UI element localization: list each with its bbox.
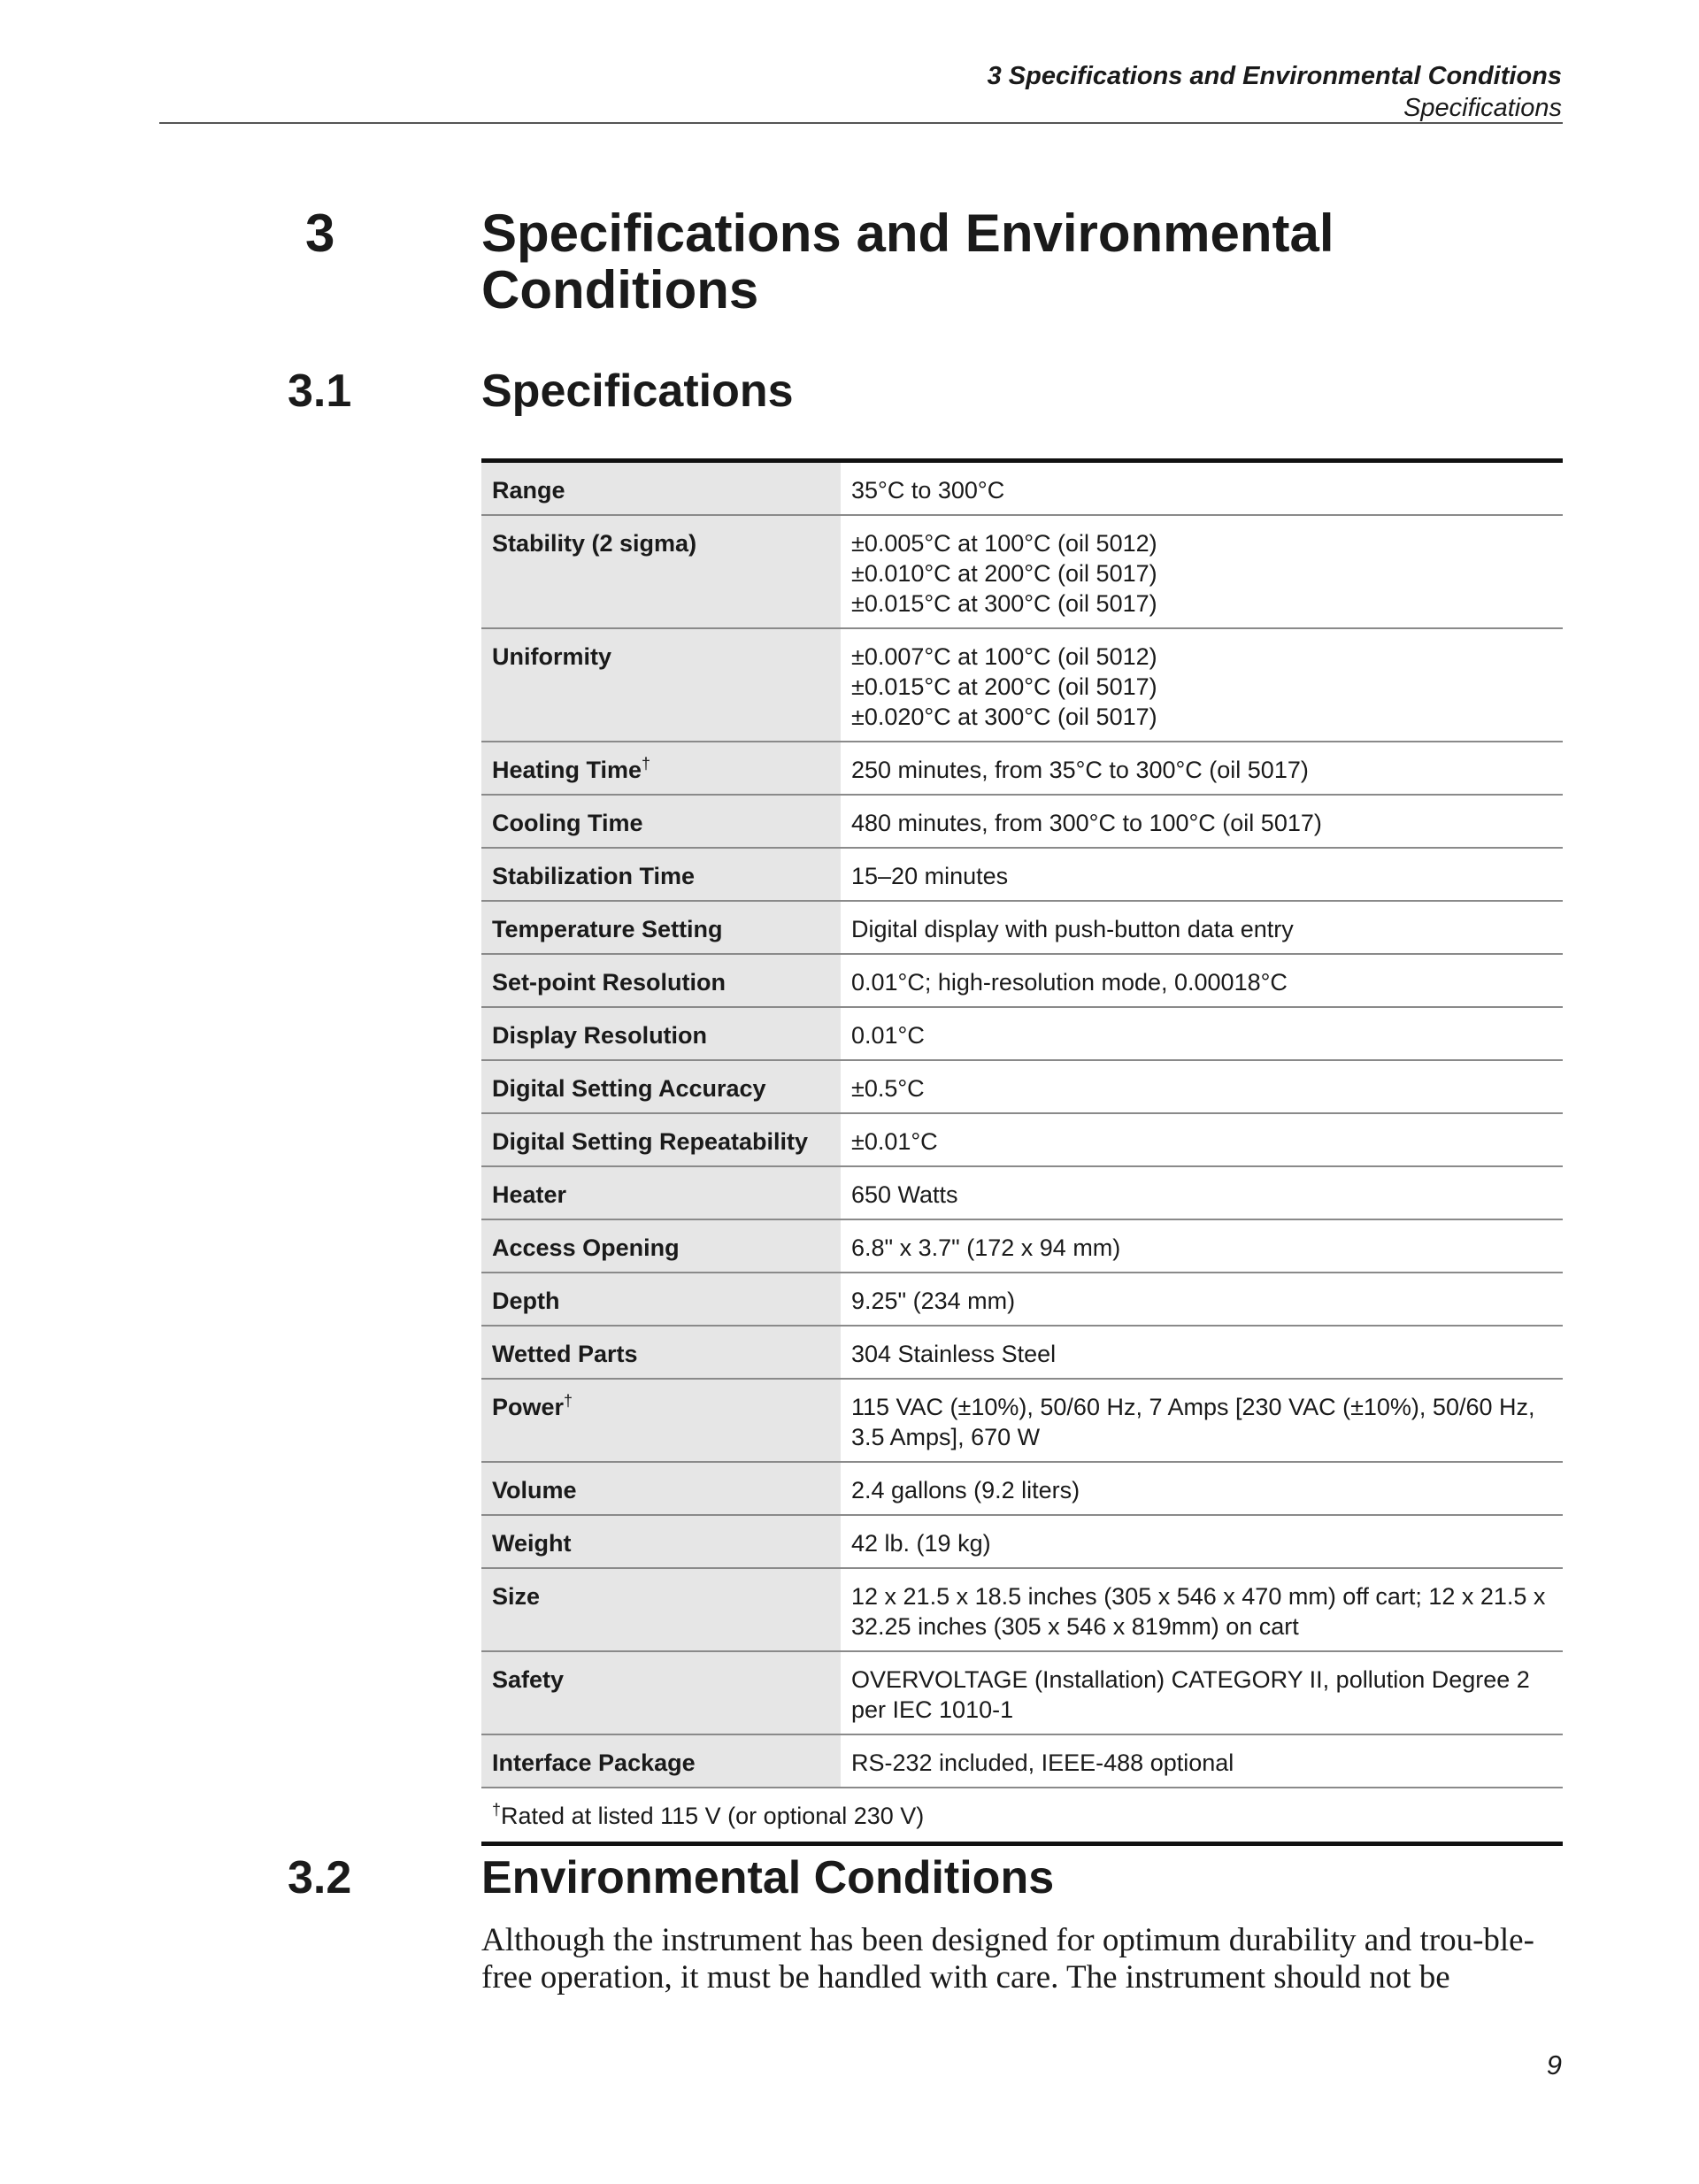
spec-value: Digital display with push-button data entry bbox=[851, 916, 1294, 942]
section-title-3-2: Environmental Conditions bbox=[481, 1852, 1055, 1903]
spec-label-cell bbox=[481, 1219, 841, 1273]
spec-value-cell bbox=[841, 901, 1563, 954]
spec-value-cell bbox=[841, 1166, 1563, 1219]
spec-label-cell bbox=[481, 1734, 841, 1788]
table-footnote bbox=[481, 1788, 1563, 1844]
spec-label: Access Opening bbox=[492, 1234, 680, 1261]
spec-value-cell bbox=[841, 515, 1563, 628]
footnote-text: Rated at listed 115 V (or optional 230 V) bbox=[501, 1803, 925, 1829]
table-row bbox=[481, 1060, 1563, 1113]
spec-value: 0.01°C; high-resolution mode, 0.00018°C bbox=[851, 969, 1288, 996]
spec-value: 12 x 21.5 x 18.5 inches (305 x 546 x 470 mm) off cart; 12 x 21.5 x 32.25 inches (305 x 546 x 819mm) on cart bbox=[851, 1583, 1546, 1640]
spec-label: Size bbox=[492, 1583, 541, 1610]
spec-label: Set-point Resolution bbox=[492, 969, 726, 996]
footnote-mark: † bbox=[564, 1392, 573, 1410]
spec-value-cell bbox=[841, 742, 1563, 795]
footnote-mark: † bbox=[492, 1801, 502, 1819]
spec-label-cell bbox=[481, 795, 841, 848]
spec-label-cell bbox=[481, 1060, 841, 1113]
spec-value-cell bbox=[841, 628, 1563, 742]
table-row bbox=[481, 1113, 1563, 1166]
table-row bbox=[481, 901, 1563, 954]
table-row bbox=[481, 742, 1563, 795]
spec-label: Heating Time bbox=[492, 757, 642, 783]
spec-value: 0.01°C bbox=[851, 1022, 925, 1049]
spec-value: ±0.015°C at 300°C (oil 5017) bbox=[851, 590, 1157, 617]
table-row bbox=[481, 1651, 1563, 1734]
table-row bbox=[481, 1219, 1563, 1273]
spec-value: ±0.020°C at 300°C (oil 5017) bbox=[851, 704, 1157, 730]
table-row bbox=[481, 1734, 1563, 1788]
table-footnote-row bbox=[481, 1788, 1563, 1844]
spec-label: Volume bbox=[492, 1477, 577, 1503]
spec-value-cell bbox=[841, 1060, 1563, 1113]
spec-value-cell bbox=[841, 954, 1563, 1007]
spec-label-cell bbox=[481, 742, 841, 795]
chapter-title: Specifications and Environmental Conditions bbox=[481, 204, 1334, 319]
spec-value-cell bbox=[841, 1651, 1563, 1734]
spec-label-cell bbox=[481, 1326, 841, 1379]
spec-label-cell bbox=[481, 1568, 841, 1651]
spec-value-cell bbox=[841, 461, 1563, 516]
footnote-mark: † bbox=[642, 755, 651, 773]
table-row bbox=[481, 1515, 1563, 1568]
spec-value: 42 lb. (19 kg) bbox=[851, 1530, 991, 1557]
spec-value: 115 VAC (±10%), 50/60 Hz, 7 Amps [230 VAC (±10%), 50/60 Hz, 3.5 Amps], 670 W bbox=[851, 1394, 1535, 1450]
section-title-3-1: Specifications bbox=[481, 365, 794, 417]
spec-label-cell bbox=[481, 901, 841, 954]
spec-value-cell bbox=[841, 1568, 1563, 1651]
spec-value-cell bbox=[841, 848, 1563, 901]
chapter-number: 3 bbox=[305, 204, 335, 263]
spec-label-cell bbox=[481, 954, 841, 1007]
table-row bbox=[481, 1568, 1563, 1651]
spec-value-cell bbox=[841, 795, 1563, 848]
spec-label-cell bbox=[481, 1113, 841, 1166]
spec-label-cell bbox=[481, 1515, 841, 1568]
section-number-3-2: 3.2 bbox=[288, 1852, 352, 1903]
spec-value-cell bbox=[841, 1379, 1563, 1462]
spec-value: ±0.007°C at 100°C (oil 5012) bbox=[851, 643, 1157, 670]
table-row bbox=[481, 1379, 1563, 1462]
spec-label: Interface Package bbox=[492, 1750, 696, 1776]
specifications-table bbox=[481, 458, 1563, 1846]
spec-label-cell bbox=[481, 1166, 841, 1219]
spec-value: 480 minutes, from 300°C to 100°C (oil 5017) bbox=[851, 810, 1322, 836]
spec-label: Display Resolution bbox=[492, 1022, 708, 1049]
table-row bbox=[481, 515, 1563, 628]
spec-label-cell bbox=[481, 848, 841, 901]
table-row bbox=[481, 1462, 1563, 1515]
table-row bbox=[481, 1326, 1563, 1379]
spec-label-cell bbox=[481, 1273, 841, 1326]
table-row bbox=[481, 954, 1563, 1007]
running-head-section: Specifications bbox=[1403, 94, 1562, 122]
spec-label-cell bbox=[481, 461, 841, 516]
spec-value: 250 minutes, from 35°C to 300°C (oil 5017) bbox=[851, 757, 1309, 783]
environmental-conditions-paragraph: Although the instrument has been designed for optimum durability and trou-ble-free operation, it must be handled with care. The instrument should not be bbox=[481, 1922, 1534, 1996]
spec-value-cell bbox=[841, 1515, 1563, 1568]
spec-label-cell bbox=[481, 1379, 841, 1462]
table-row bbox=[481, 1273, 1563, 1326]
spec-value: 304 Stainless Steel bbox=[851, 1341, 1057, 1367]
spec-value-cell bbox=[841, 1219, 1563, 1273]
spec-label-cell bbox=[481, 1007, 841, 1060]
table-row bbox=[481, 1166, 1563, 1219]
spec-label-cell bbox=[481, 1651, 841, 1734]
spec-value: ±0.5°C bbox=[851, 1075, 925, 1102]
table-row bbox=[481, 1007, 1563, 1060]
spec-label: Stabilization Time bbox=[492, 863, 696, 889]
spec-label: Digital Setting Accuracy bbox=[492, 1075, 766, 1102]
spec-value: ±0.015°C at 200°C (oil 5017) bbox=[851, 673, 1157, 700]
spec-value: 15–20 minutes bbox=[851, 863, 1009, 889]
spec-label: Uniformity bbox=[492, 643, 611, 670]
spec-value-cell bbox=[841, 1326, 1563, 1379]
spec-label: Wetted Parts bbox=[492, 1341, 638, 1367]
spec-value-cell bbox=[841, 1734, 1563, 1788]
spec-value: ±0.010°C at 200°C (oil 5017) bbox=[851, 560, 1157, 587]
spec-value: ±0.01°C bbox=[851, 1128, 938, 1155]
spec-label: Cooling Time bbox=[492, 810, 643, 836]
spec-label: Range bbox=[492, 477, 565, 504]
spec-value: 9.25" (234 mm) bbox=[851, 1288, 1016, 1314]
spec-label-cell bbox=[481, 1462, 841, 1515]
spec-value: 2.4 gallons (9.2 liters) bbox=[851, 1477, 1080, 1503]
spec-label: Temperature Setting bbox=[492, 916, 723, 942]
spec-label-cell bbox=[481, 515, 841, 628]
spec-label: Digital Setting Repeatability bbox=[492, 1128, 809, 1155]
spec-label: Stability (2 sigma) bbox=[492, 530, 697, 557]
spec-value: ±0.005°C at 100°C (oil 5012) bbox=[851, 530, 1157, 557]
spec-value: RS-232 included, IEEE-488 optional bbox=[851, 1750, 1234, 1776]
spec-label-cell bbox=[481, 628, 841, 742]
spec-value-cell bbox=[841, 1113, 1563, 1166]
table-row bbox=[481, 461, 1563, 516]
specifications-table-body bbox=[481, 461, 1563, 1844]
spec-value: 650 Watts bbox=[851, 1181, 958, 1208]
running-head bbox=[988, 60, 1562, 124]
spec-label: Weight bbox=[492, 1530, 572, 1557]
spec-label: Heater bbox=[492, 1181, 567, 1208]
spec-label: Power bbox=[492, 1394, 565, 1420]
section-number-3-1: 3.1 bbox=[288, 365, 352, 417]
spec-value: OVERVOLTAGE (Installation) CATEGORY II, pollution Degree 2 per IEC 1010-1 bbox=[851, 1666, 1530, 1723]
running-head-chapter: 3 Specifications and Environmental Conditions bbox=[987, 62, 1562, 90]
page-number: 9 bbox=[1546, 2049, 1562, 2080]
spec-value-cell bbox=[841, 1007, 1563, 1060]
header-rule bbox=[159, 122, 1563, 124]
spec-value: 35°C to 300°C bbox=[851, 477, 1005, 504]
spec-value: 6.8" x 3.7" (172 x 94 mm) bbox=[851, 1234, 1121, 1261]
table-row bbox=[481, 628, 1563, 742]
table-row bbox=[481, 795, 1563, 848]
spec-label: Safety bbox=[492, 1666, 565, 1693]
spec-value-cell bbox=[841, 1462, 1563, 1515]
spec-label: Depth bbox=[492, 1288, 560, 1314]
table-row bbox=[481, 848, 1563, 901]
spec-value-cell bbox=[841, 1273, 1563, 1326]
